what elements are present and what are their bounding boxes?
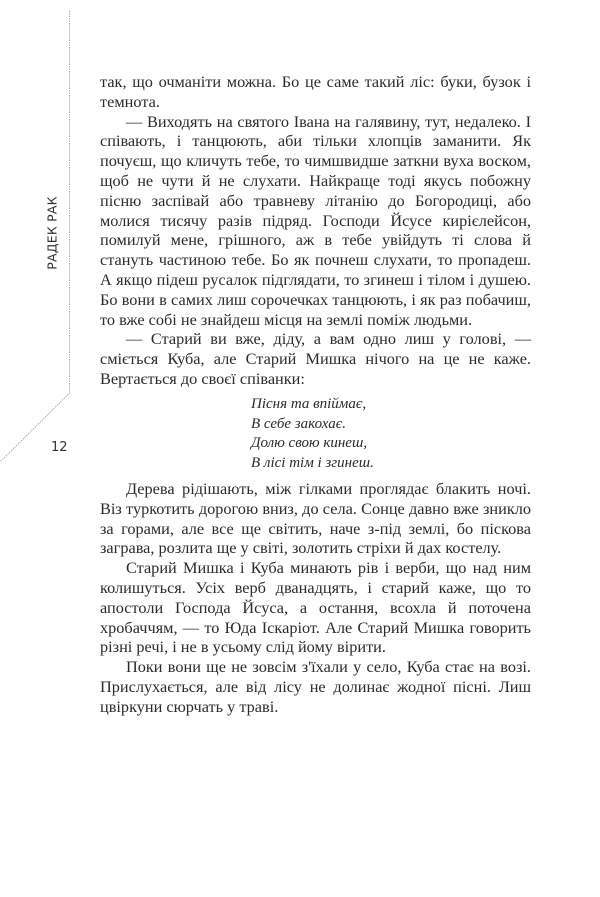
paragraph: — Виходять на святого Івана на галявину, тут, недалеко. І співають, і танцюють, аби тільки хлопців заманити. Як почуєш, що кличуть тебе, то чимшвидше заткни вуха воском, щоб не чути й не слухати. Найкраще тоді якусь побожну пісню заспівай або травневу літанію до Богородиці, або молися тисячу разів підряд. Господи Йсусе кирієлейсон, помилуй мене, грішного, аж в тебе увійдуть ті слова й стануть частиною тебе. Бо як почнеш слухати, то пропадеш. А якщо підеш русалок підглядати, то згинеш і тілом і душею. Бо вони в самих лиш сорочечках танцюють, і як раз побачиш, то вже собі не знайдеш місця на землі поміж людьми. <box>100 111 531 329</box>
paragraph: Старий Мишка і Куба минають рів і верби, що над ним колишуться. Усіх верб дванадцять, і старий каже, що то апостоли Господа Йсуса, а остання, всохла й поточена хробаччям, — то Юда Іскаріот. Але Старий Мишка говорить різні речі, і не в усьому слід йому вірити. <box>100 558 531 657</box>
poem-line: В себе закохає. <box>251 415 347 432</box>
poem-stanza <box>251 395 531 474</box>
poem-line: В лісі тім і згинеш. <box>251 455 374 472</box>
paragraph: Дерева рідішають, між гілками проглядає блакить ночі. Віз туркотить дорогою вниз, до села. Сонце давно вже зникло за горами, але все ще світить, наче з-під землі, бо піскова заграва, розлита ще у світі, золотить стріхи й дах костелу. <box>100 478 531 558</box>
page-number: 12 <box>51 440 68 455</box>
running-head-author: РАДЕК РАК <box>44 196 60 270</box>
body-text <box>100 72 531 717</box>
poem-line: Долю свою кинеш, <box>251 435 368 452</box>
paragraph: Поки вони ще не зовсім з'їхали у село, Куба стає на возі. Прислухається, але від лісу не долинає жодної пісні. Лиш цвіркуни сюрчать у траві. <box>100 657 531 716</box>
paragraph: — Старий ви вже, діду, а вам одно лиш у голові, — сміється Куба, але Старий Мишка нічого на це не каже. Вертається до своєї співанки: <box>100 329 531 388</box>
poem-line: Пісня та впіймає, <box>251 395 367 412</box>
paragraph: так, що очманіти можна. Бо це саме такий ліс: буки, бузок і темнота. <box>100 72 531 111</box>
